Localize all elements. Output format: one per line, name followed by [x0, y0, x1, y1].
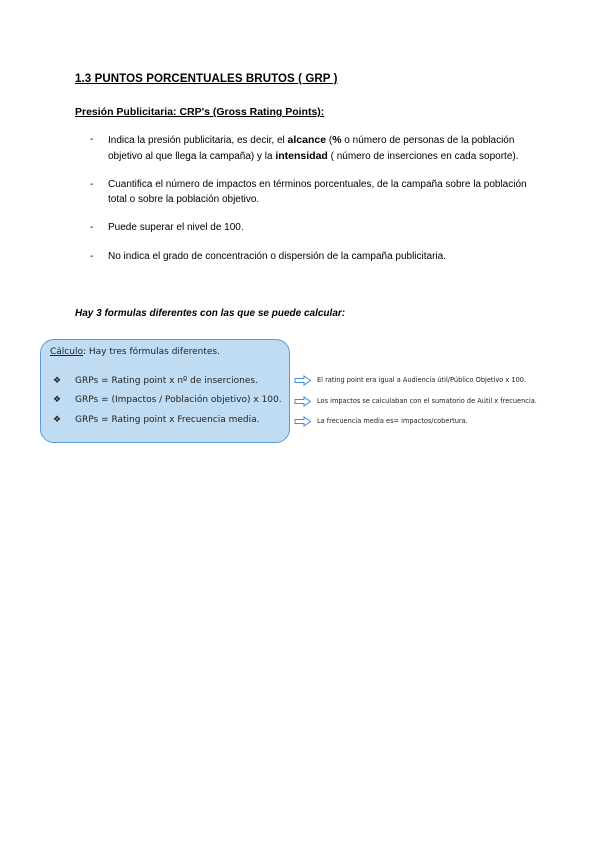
calc-heading: [50, 347, 220, 357]
calc-heading-label: Cálculo: [50, 347, 83, 357]
text-run: Indica la presión publicitaria, es decir, el: [108, 135, 288, 146]
list-item: [90, 178, 530, 207]
formula-item: [53, 395, 282, 405]
list-item: [90, 250, 530, 265]
formula-text: GRPs = Rating point x nº de inserciones.: [75, 376, 258, 386]
note-text: Los impactos se calculaban con el sumatorio de Aútil x frecuencia.: [317, 397, 537, 405]
right-arrow-icon: [294, 375, 312, 386]
calculation-box: [40, 339, 290, 443]
calc-heading-text: : Hay tres fórmulas diferentes.: [82, 347, 220, 357]
formula-text: GRPs = Rating point x Frecuencia media.: [75, 415, 260, 425]
bullet-text: [108, 135, 519, 162]
diamond-bullet-icon: ❖: [53, 395, 62, 405]
note-text: El rating point era igual a Audiencia útil/Público Objetivo x 100.: [317, 376, 527, 384]
formula-item: [53, 376, 258, 386]
diamond-bullet-icon: ❖: [53, 376, 62, 386]
bullet-text: No indica el grado de concentración o dispersión de la campaña publicitaria.: [108, 250, 446, 262]
dash-marker: -: [90, 250, 94, 262]
dash-marker: -: [90, 179, 94, 190]
bullet-text: Puede superar el nivel de 100.: [108, 222, 244, 233]
subsection-heading: Presión Publicitaria: CRP's (Gross Rating Points):: [75, 106, 325, 118]
text-run: (: [326, 135, 333, 146]
formula-item: [53, 415, 260, 425]
bullet-text: Cuantifica el número de impactos en términos porcentuales, de la campaña sobre la población total o sobre la población objetivo.: [108, 179, 527, 205]
dash-marker: -: [90, 134, 94, 145]
note-row: [294, 414, 468, 428]
bold-term-intensidad: intensidad: [275, 149, 328, 162]
list-item: [90, 221, 530, 236]
dash-marker: -: [90, 222, 94, 233]
right-arrow-icon: [294, 416, 312, 427]
section-heading: 1.3 PUNTOS PORCENTUALES BRUTOS ( GRP ): [75, 73, 338, 85]
right-arrow-icon: [294, 396, 312, 407]
bold-term-alcance: alcance: [287, 134, 327, 146]
bullet-list: [90, 133, 530, 278]
note-row: [294, 373, 526, 387]
diamond-bullet-icon: ❖: [53, 415, 62, 425]
note-text: La frecuencia media es= impactos/cobertura.: [317, 417, 468, 425]
list-item: [90, 133, 530, 164]
note-row: [294, 394, 537, 408]
text-run: o número de personas de la población objetivo al que llega la campaña) y la: [108, 135, 515, 162]
formula-text: GRPs = (Impactos / Población objetivo) x 100.: [75, 395, 282, 405]
bold-term-percent: %: [332, 134, 342, 146]
lead-sentence: Hay 3 formulas diferentes con las que se puede calcular:: [75, 308, 346, 319]
text-run: ( número de inserciones en cada soporte).: [327, 150, 519, 162]
